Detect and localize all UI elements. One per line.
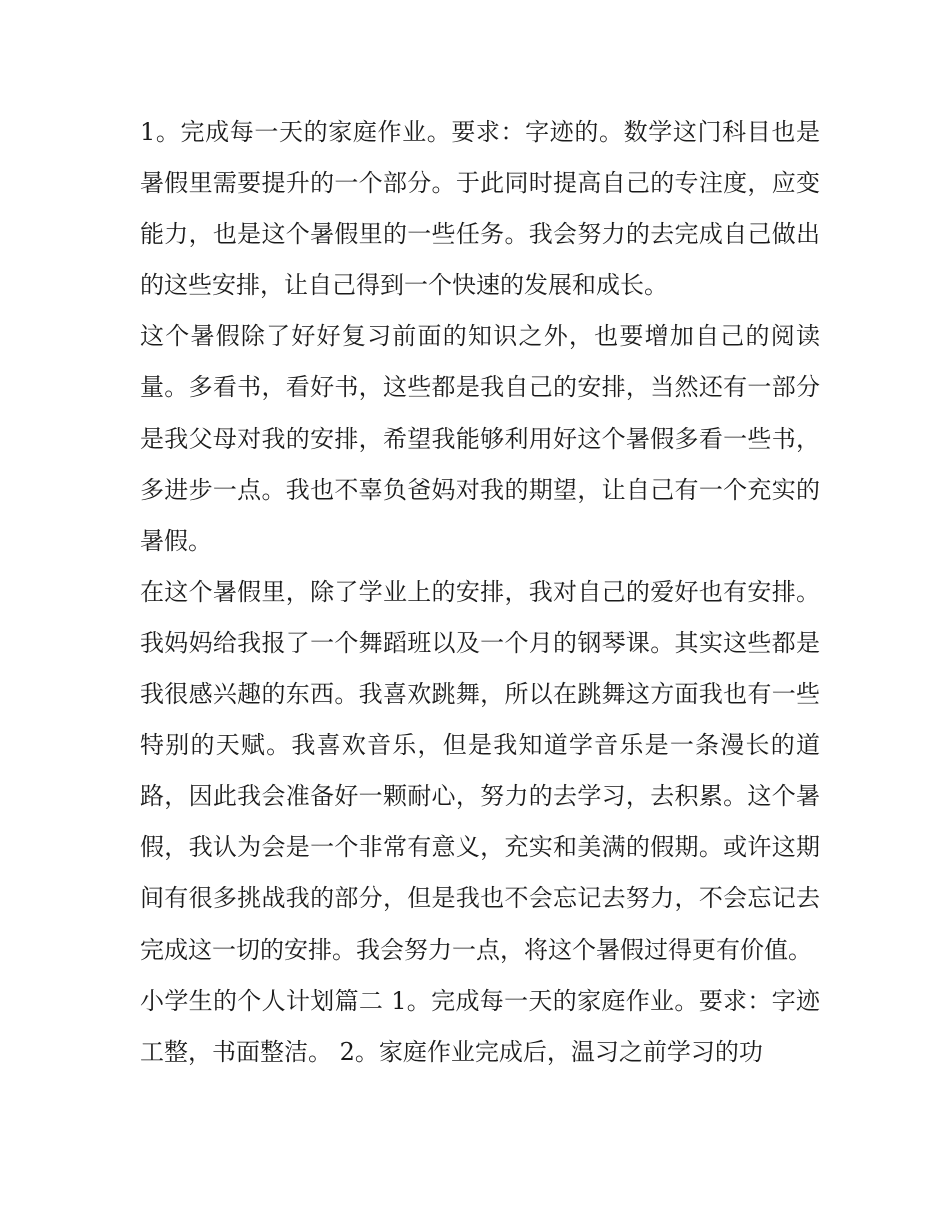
paragraph-1: 1。完成每一天的家庭作业。要求：字迹的。数学这门科目也是暑假里需要提升的一个部分。于此同时提高自己的专注度，应变能力，也是这个暑假里的一些任务。我会努力的去完成自己做出的这些安排，让自己得到一个快速的发展和成长。 <box>140 118 820 300</box>
paragraph-4: 小学生的个人计划篇二 1。完成每一天的家庭作业。要求：字迹工整，书面整洁。 2。家庭作业完成后，温习之前学习的功 <box>140 986 820 1066</box>
paragraph-2: 这个暑假除了好好复习前面的知识之外，也要增加自己的阅读量。多看书，看好书，这些都是我自己的安排，当然还有一部分是我父母对我的安排，希望我能够利用好这个暑假多看一些书，多进步一点。我也不辜负爸妈对我的期望，让自己有一个充实的暑假。 <box>140 322 820 555</box>
document-body <box>140 107 820 1078</box>
paragraph-3: 在这个暑假里，除了学业上的安排，我对自己的爱好也有安排。我妈妈给我报了一个舞蹈班以及一个月的钢琴课。其实这些都是我很感兴趣的东西。我喜欢跳舞，所以在跳舞这方面我也有一些特别的天赋。我喜欢音乐，但是我知道学音乐是一条漫长的道路，因此我会准备好一颗耐心，努力的去学习，去积累。这个暑假，我认为会是一个非常有意义，充实和美满的假期。或许这期间有很多挑战我的部分，但是我也不会忘记去努力，不会忘记去完成这一切的安排。我会努力一点，将这个暑假过得更有价值。 <box>140 577 820 964</box>
